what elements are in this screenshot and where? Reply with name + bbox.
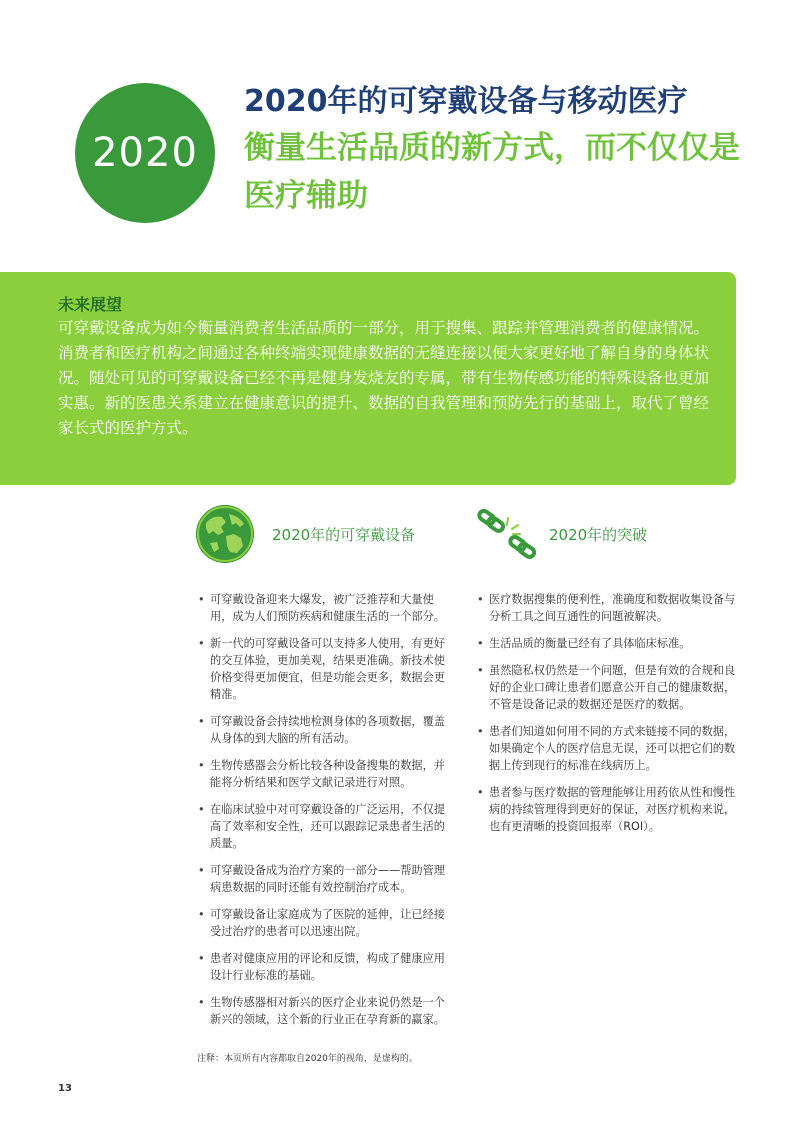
page-subtitle: 衡量生活品质的新方式，而不仅仅是医疗辅助 [244,130,740,214]
footnote: 注释：本页所有内容都取自2020年的视角，是虚构的。 [197,1054,418,1064]
globe-icon [196,505,254,563]
list-item: • 可穿戴设备会持续地检测身体的各项数据，覆盖从身体的到大脑的所有活动。 [198,713,456,747]
page-number: 13 [58,1083,72,1094]
wearables-list [198,591,456,1038]
year-circle-badge [75,83,215,223]
breakthrough-list [477,591,739,845]
outlook-banner [0,272,736,485]
list-item: • 可穿戴设备让家庭成为了医院的延伸，让已经接受过治疗的患者可以迅速出院。 [198,906,456,940]
list-item: • 新一代的可穿戴设备可以支持多人使用，有更好的交互体验，更加美观，结果更准确。新技术使价格变得更加便宜，但是功能会更多，数据会更精准。 [198,635,456,703]
list-item: • 生物传感器相对新兴的医疗企业来说仍然是一个新兴的领域，这个新的行业正在孕育新的赢家。 [198,994,456,1028]
list-item: • 虽然隐私权仍然是一个问题，但是有效的合规和良好的企业口碑让患者们愿意公开自己的健康数据，不管是设备记录的数据还是医疗的数据。 [477,662,739,713]
list-item: • 患者参与医疗数据的管理能够让用药依从性和慢性病的持续管理得到更好的保证，对医疗机构来说，也有更清晰的投资回报率（ROI）。 [477,784,739,835]
broken-chain-icon [477,505,537,563]
list-item: • 医疗数据搜集的便利性，准确度和数据收集设备与分析工具之间互通性的问题被解决。 [477,591,739,625]
list-item: • 可穿戴设备成为治疗方案的一部分——帮助管理病患数据的同时还能有效控制治疗成本。 [198,862,456,896]
list-item: • 在临床试验中对可穿戴设备的广泛运用，不仅提高了效率和安全性，还可以跟踪记录患者生活的质量。 [198,801,456,852]
wearables-section-title: 2020年的可穿戴设备 [272,525,416,544]
page-title: 2020年的可穿戴设备与移动医疗 [244,84,688,119]
list-item: • 患者们知道如何用不同的方式来链接不同的数据，如果确定个人的医疗信息无误，还可以把它们的数据上传到现行的标准在线病历上。 [477,723,739,774]
breakthrough-section-title: 2020年的突破 [549,525,648,544]
breakthrough-section-header [477,505,647,563]
list-item: • 可穿戴设备迎来大爆发，被广泛推荐和大量使用，成为人们预防疾病和健康生活的一个部分。 [198,591,456,625]
list-item: • 生物传感器会分析比较各种设备搜集的数据，并能将分析结果和医学文献记录进行对照。 [198,757,456,791]
list-item: • 生活品质的衡量已经有了具体临床标准。 [477,635,739,652]
year-label: 2020 [92,130,198,176]
list-item: • 患者对健康应用的评论和反馈，构成了健康应用设计行业标准的基础。 [198,950,456,984]
outlook-heading: 未来展望 [58,295,123,314]
outlook-body: 可穿戴设备成为如今衡量消费者生活品质的一部分，用于搜集、跟踪并管理消费者的健康情况。消费者和医疗机构之间通过各种终端实现健康数据的无缝连接以便大家更好地了解自身的身体状况。随处可见的可穿戴设备已经不再是健身发烧友的专属，带有生物传感功能的特殊设备也更加实惠。新的医患关系建立在健康意识的提升、数据的自我管理和预防先行的基础上，取代了曾经家长式的医护方式。 [58,319,710,437]
wearables-section-header [196,505,415,563]
